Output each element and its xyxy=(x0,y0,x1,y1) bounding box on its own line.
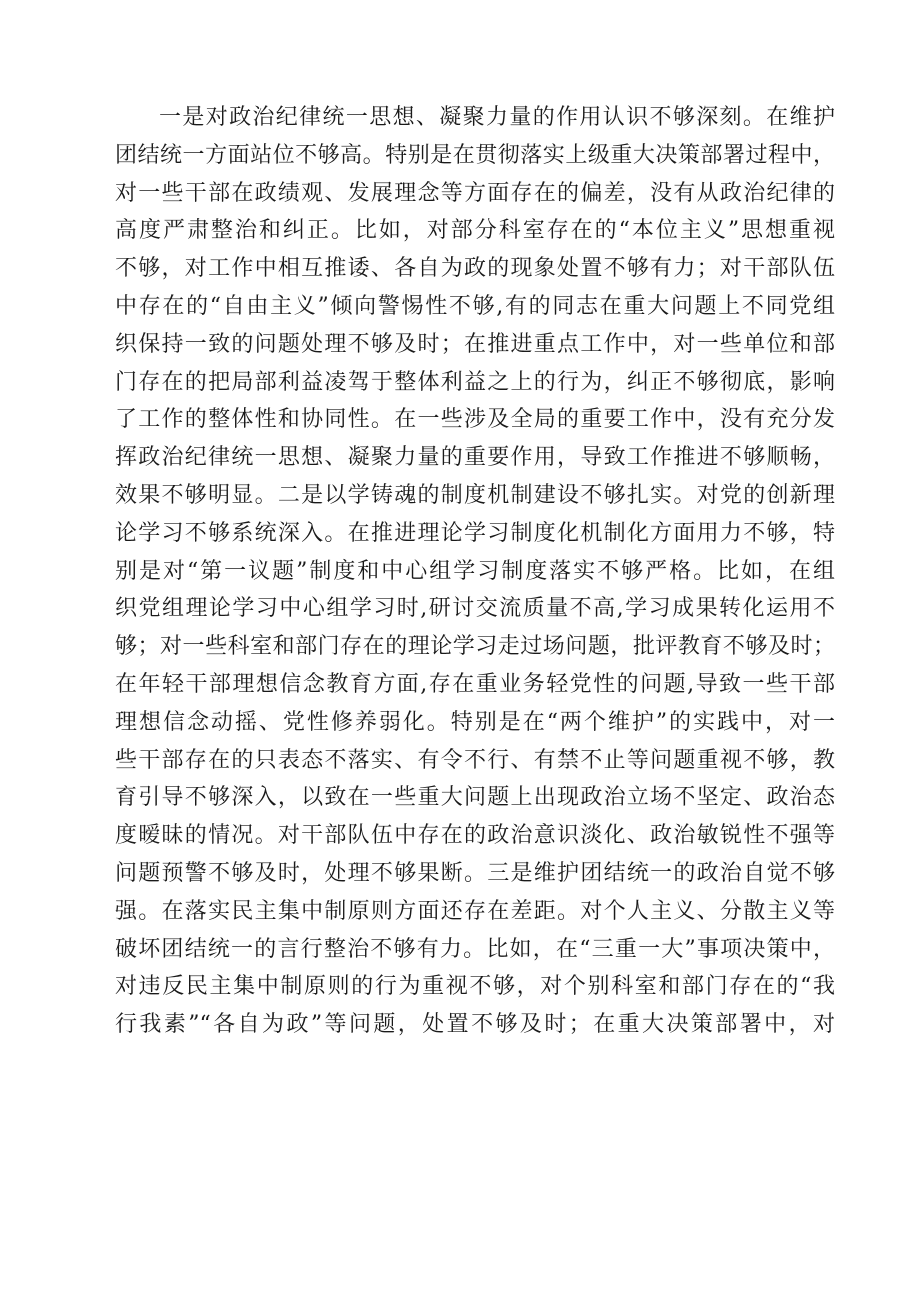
text-line: 度暧昧的情况。对干部队伍中存在的政治意识淡化、政治敏锐性不强等 xyxy=(115,823,835,849)
text-line: 门存在的把局部利益凌驾于整体利益之上的行为，纠正不够彻底，影响 xyxy=(115,369,835,395)
text-line: 了工作的整体性和协同性。在一些涉及全局的重要工作中，没有充分发 xyxy=(115,407,835,433)
text-line: 别是对“第一议题”制度和中心组学习制度落实不够严格。比如，在组 xyxy=(115,558,835,584)
text-line: 问题预警不够及时，处理不够果断。三是维护团结统一的政治自觉不够 xyxy=(115,860,835,886)
text-line: 行我素”“各自为政”等问题，处置不够及时；在重大决策部署中，对 xyxy=(115,1012,835,1038)
text-line: 够；对一些科室和部门存在的理论学习走过场问题，批评教育不够及时； xyxy=(115,634,835,660)
body-paragraph xyxy=(115,99,835,1044)
text-line: 高度严肃整治和纠正。比如，对部分科室存在的“本位主义”思想重视 xyxy=(115,218,835,244)
text-line: 对违反民主集中制原则的行为重视不够，对个别科室和部门存在的“我 xyxy=(115,974,835,1000)
text-line: 挥政治纪律统一思想、凝聚力量的重要作用，导致工作推进不够顺畅， xyxy=(115,445,835,471)
text-line: 些干部存在的只表态不落实、有令不行、有禁不止等问题重视不够，教 xyxy=(115,747,835,773)
text-line: 破坏团结统一的言行整治不够有力。比如，在“三重一大”事项决策中， xyxy=(115,936,835,962)
text-line: 育引导不够深入，以致在一些重大问题上出现政治立场不坚定、政治态 xyxy=(115,785,835,811)
text-line: 论学习不够系统深入。在推进理论学习制度化机制化方面用力不够，特 xyxy=(115,520,835,546)
text-line: 团结统一方面站位不够高。特别是在贯彻落实上级重大决策部署过程中， xyxy=(115,142,835,168)
text-line: 中存在的“自由主义”倾向警惕性不够,有的同志在重大问题上不同党组 xyxy=(115,293,835,319)
text-line: 织党组理论学习中心组学习时,研讨交流质量不高,学习成果转化运用不 xyxy=(115,596,835,622)
text-line: 在年轻干部理想信念教育方面,存在重业务轻党性的问题,导致一些干部 xyxy=(115,671,835,697)
text-line: 不够，对工作中相互推诿、各自为政的现象处置不够有力；对干部队伍 xyxy=(115,256,835,282)
text-line: 织保持一致的问题处理不够及时；在推进重点工作中，对一些单位和部 xyxy=(115,331,835,357)
text-line: 强。在落实民主集中制原则方面还存在差距。对个人主义、分散主义等 xyxy=(115,898,835,924)
text-line: 理想信念动摇、党性修养弱化。特别是在“两个维护”的实践中，对一 xyxy=(115,709,835,735)
text-line: 一是对政治纪律统一思想、凝聚力量的作用认识不够深刻。在维护 xyxy=(159,105,835,130)
text-line: 效果不够明显。二是以学铸魂的制度机制建设不够扎实。对党的创新理 xyxy=(115,482,835,508)
text-line: 对一些干部在政绩观、发展理念等方面存在的偏差，没有从政治纪律的 xyxy=(115,180,835,206)
